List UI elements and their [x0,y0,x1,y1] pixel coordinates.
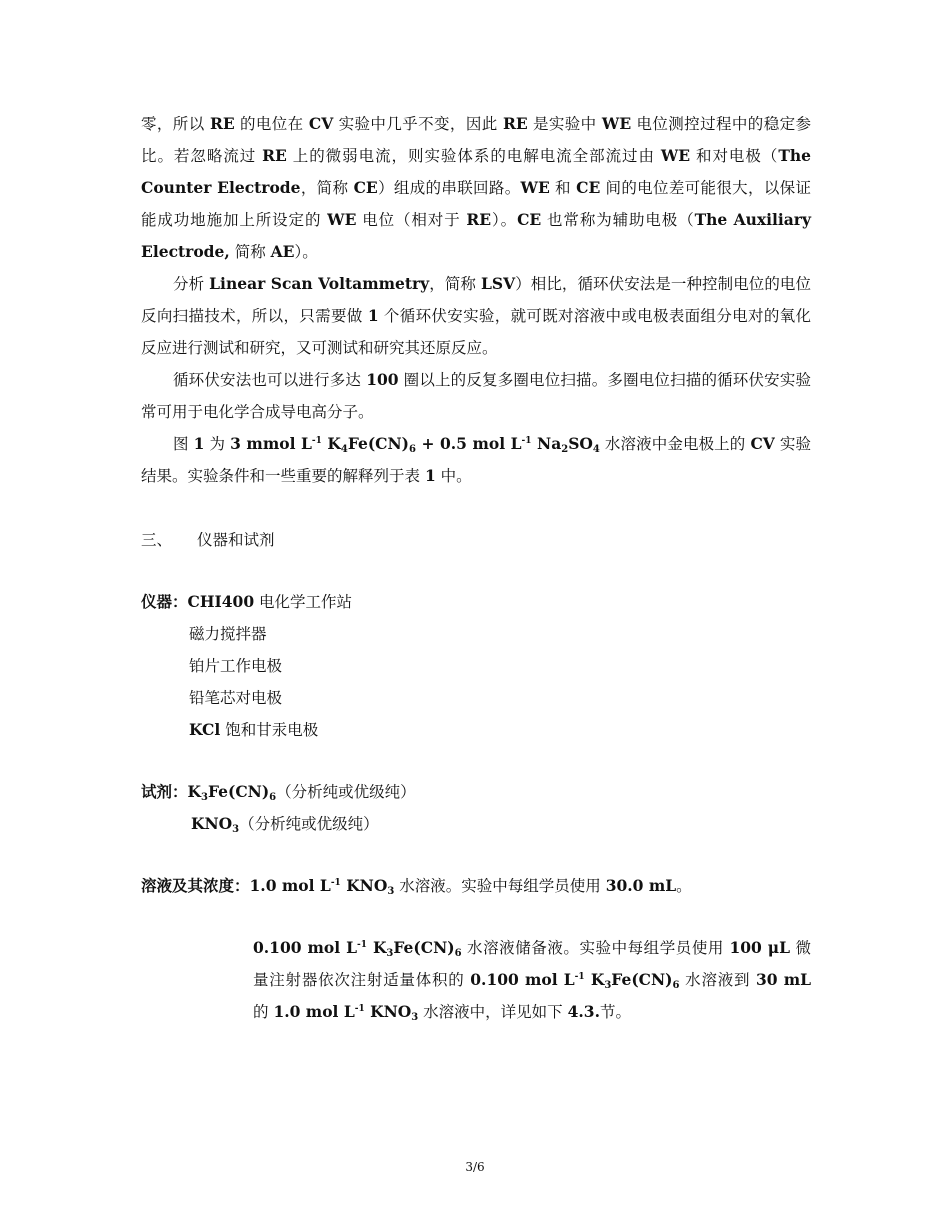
solution-item: 溶液及其浓度：1.0 mol $L^{-1}$ $KNO_3$ 水溶液。实验中每组学员使用 30.0 mL。 [141,876,692,897]
reagent-item: $KNO_3$（分析纯或优级纯） [191,814,379,835]
page-number: 3/6 [465,1160,485,1174]
paragraph-3: 循环伏安法也可以进行多达 100 圈以上的反复多圈电位扫描。多圈电位扫描的循环伏安实验常可用于电化学合成导电高分子。 [141,370,811,421]
reagent-item: 试剂：$K_3Fe(CN)_6$（分析纯或优级纯） [141,782,416,803]
solutions-block [141,870,811,902]
instrument-item: 仪器：CHI400 电化学工作站 [141,592,353,611]
section-heading [141,524,811,556]
page-content [141,108,811,1028]
instrument-item: 铂片工作电极 [189,657,283,675]
section-number: 三、 [141,531,173,549]
section-title: 仪器和试剂 [197,531,275,549]
reagents-block [141,776,811,840]
instrument-item: 磁力搅拌器 [189,625,267,643]
instrument-item: KCl 饱和甘汞电极 [189,720,319,739]
instruments-block [141,586,811,746]
paragraph-1: 零，所以 RE 的电位在 CV 实验中几乎不变，因此 RE 是实验中 WE 电位测控过程中的稳定参比。若忽略流过 RE 上的微弱电流，则实验体系的电解电流全部流过由 WE 和对电极（The Counter Electrode，简称 CE）组成的串联回路。WE 和 CE 间的电位差可能很大，以保证能成功地施加上所设定的 WE 电位（相对于 RE）。CE 也常称为辅助电极（The Auxiliary Electrode, 简称 AE）。 [141,114,811,261]
paragraph-2: 分析 Linear Scan Voltammetry，简称 LSV）相比，循环伏安法是一种控制电位的电位反向扫描技术，所以，只需要做 1 个循环伏安实验，就可既对溶液中或电极表面组分电对的氧化反应进行测试和研究，又可测试和研究其还原反应。 [141,274,811,357]
paragraph-4: 图 1 为 3 mmol $L^{-1}$ $K_4Fe(CN)_6 + 0.5$ mol $L^{-1}$ $Na_2SO_4$ 水溶液中金电极上的 CV 实验结果。实验条件和一些重要的解释列于表 1 中。 [141,434,811,485]
instrument-item: 铅笔芯对电极 [189,689,283,707]
solution-item: 0.100 mol $L^{-1}$ $K_3Fe(CN)_6$ 水溶液储备液。实验中每组学员使用 100 μL 微量注射器依次注射适量体积的 0.100 mol $L^{-1}$ $K_3Fe(CN)_6$ 水溶液到 30 mL 的 1.0 mol $L^{-1}$ $KNO_3$ 水溶液中，详见如下 4.3.节。 [253,938,812,1023]
